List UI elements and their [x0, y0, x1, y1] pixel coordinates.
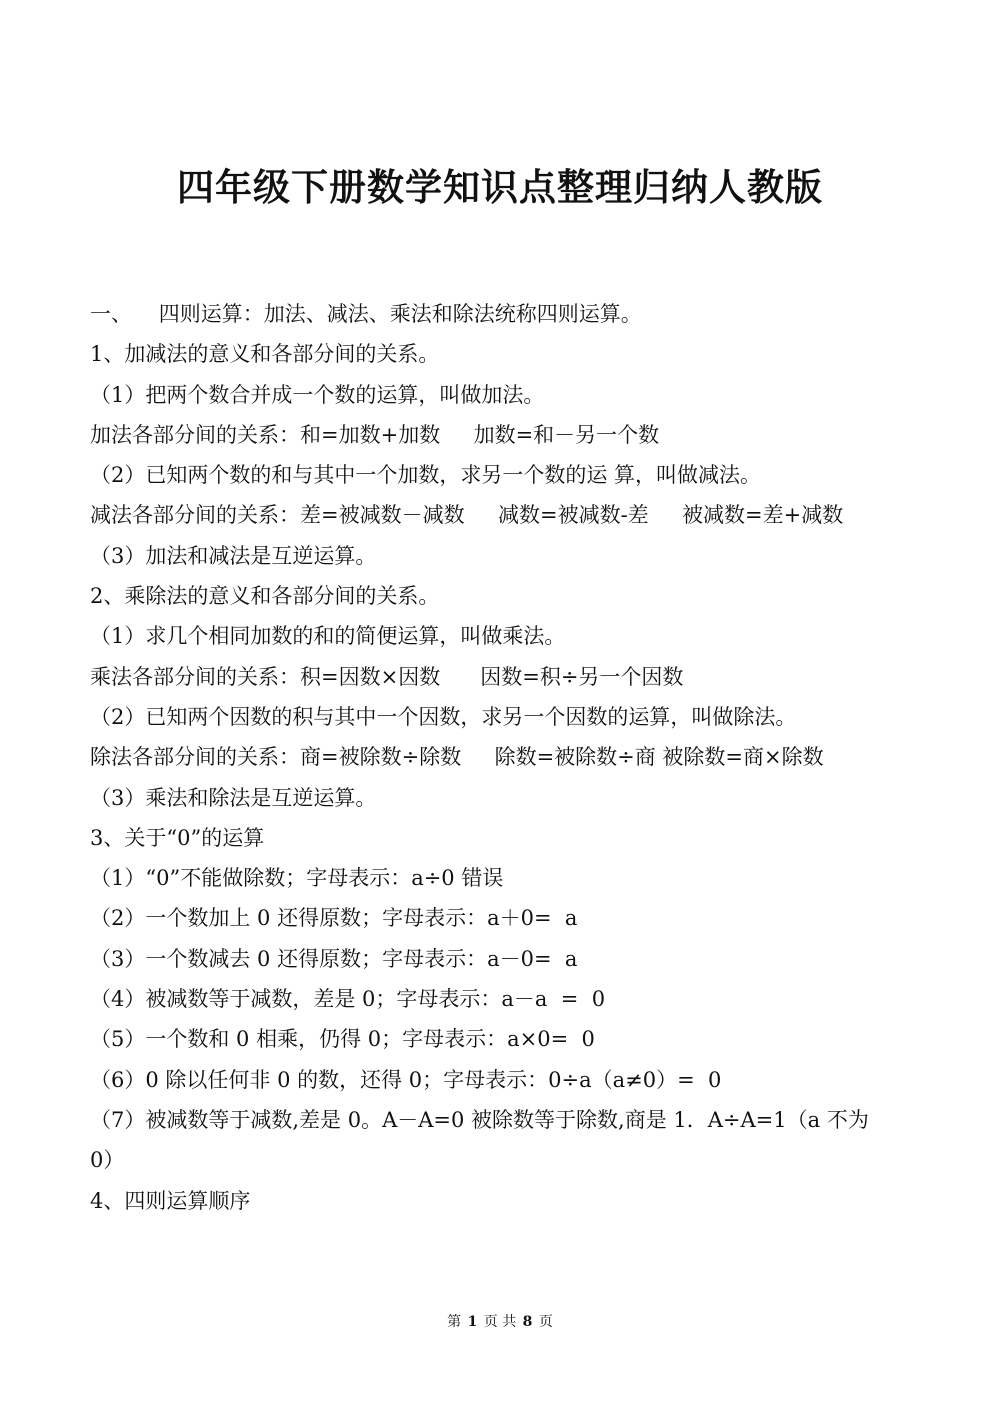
page-footer: [0, 1312, 1000, 1332]
rule-line: （6）0 除以任何非 0 的数，还得 0；字母表示：0÷a（a≠0）= 0: [90, 1067, 722, 1092]
footer-total-pages: 8: [522, 1314, 533, 1330]
document-body: [90, 294, 912, 1221]
rule-line: （1）“0”不能做除数；字母表示：a÷0 错误: [90, 866, 504, 891]
rule-line: （3）一个数减去 0 还得原数；字母表示：a－0= a: [90, 946, 578, 971]
footer-current-page: 1: [467, 1314, 478, 1330]
rule-line: （5）一个数和 0 相乘，仍得 0；字母表示：a×0= 0: [90, 1027, 595, 1052]
text-line: （2）已知两个因数的积与其中一个因数，求另一个因数的运算，叫做除法。: [90, 704, 797, 729]
subsection-heading: 2、乘除法的意义和各部分间的关系。: [90, 584, 440, 609]
formula-line: 除法各部分间的关系：商=被除数÷除数 除数=被除数÷商 被除数=商×除数: [90, 745, 824, 770]
footer-middle: 页 共: [483, 1314, 517, 1330]
formula-line: 减法各部分间的关系：差=被减数－减数 减数=被减数-差 被减数=差+减数: [90, 503, 844, 528]
subsection-heading: 3、关于“0”的运算: [90, 825, 265, 850]
footer-prefix: 第: [447, 1314, 462, 1330]
text-line: （1）求几个相同加数的和的简便运算，叫做乘法。: [90, 624, 566, 649]
subsection-heading: 4、四则运算顺序: [90, 1188, 251, 1213]
rule-line: （7）被减数等于减数,差是 0。A－A=0 被除数等于除数,商是 1．A÷A=1（a 不为: [90, 1107, 869, 1132]
formula-line: 乘法各部分间的关系：积=因数×因数 因数=积÷另一个因数: [90, 664, 684, 689]
text-line: （1）把两个数合并成一个数的运算，叫做加法。: [90, 382, 545, 407]
rule-line: （2）一个数加上 0 还得原数；字母表示：a＋0= a: [90, 906, 578, 931]
footer-suffix: 页: [538, 1314, 553, 1330]
page-title: 四年级下册数学知识点整理归纳人教版: [177, 166, 823, 209]
text-line: （3）加法和减法是互逆运算。: [90, 543, 377, 568]
section-heading: 一、 四则运算：加法、减法、乘法和除法统称四则运算。: [90, 302, 642, 326]
text-line: （2）已知两个数的和与其中一个加数，求另一个数的运 算，叫做减法。: [90, 463, 762, 488]
formula-line: 加法各部分间的关系：和=加数+加数 加数=和－另一个数: [90, 422, 660, 447]
text-line: （3）乘法和除法是互逆运算。: [90, 785, 377, 810]
subsection-heading: 1、加减法的意义和各部分间的关系。: [90, 342, 440, 367]
rule-line-continuation: 0）: [90, 1148, 125, 1173]
rule-line: （4）被减数等于减数，差是 0；字母表示：a－a = 0: [90, 987, 606, 1012]
